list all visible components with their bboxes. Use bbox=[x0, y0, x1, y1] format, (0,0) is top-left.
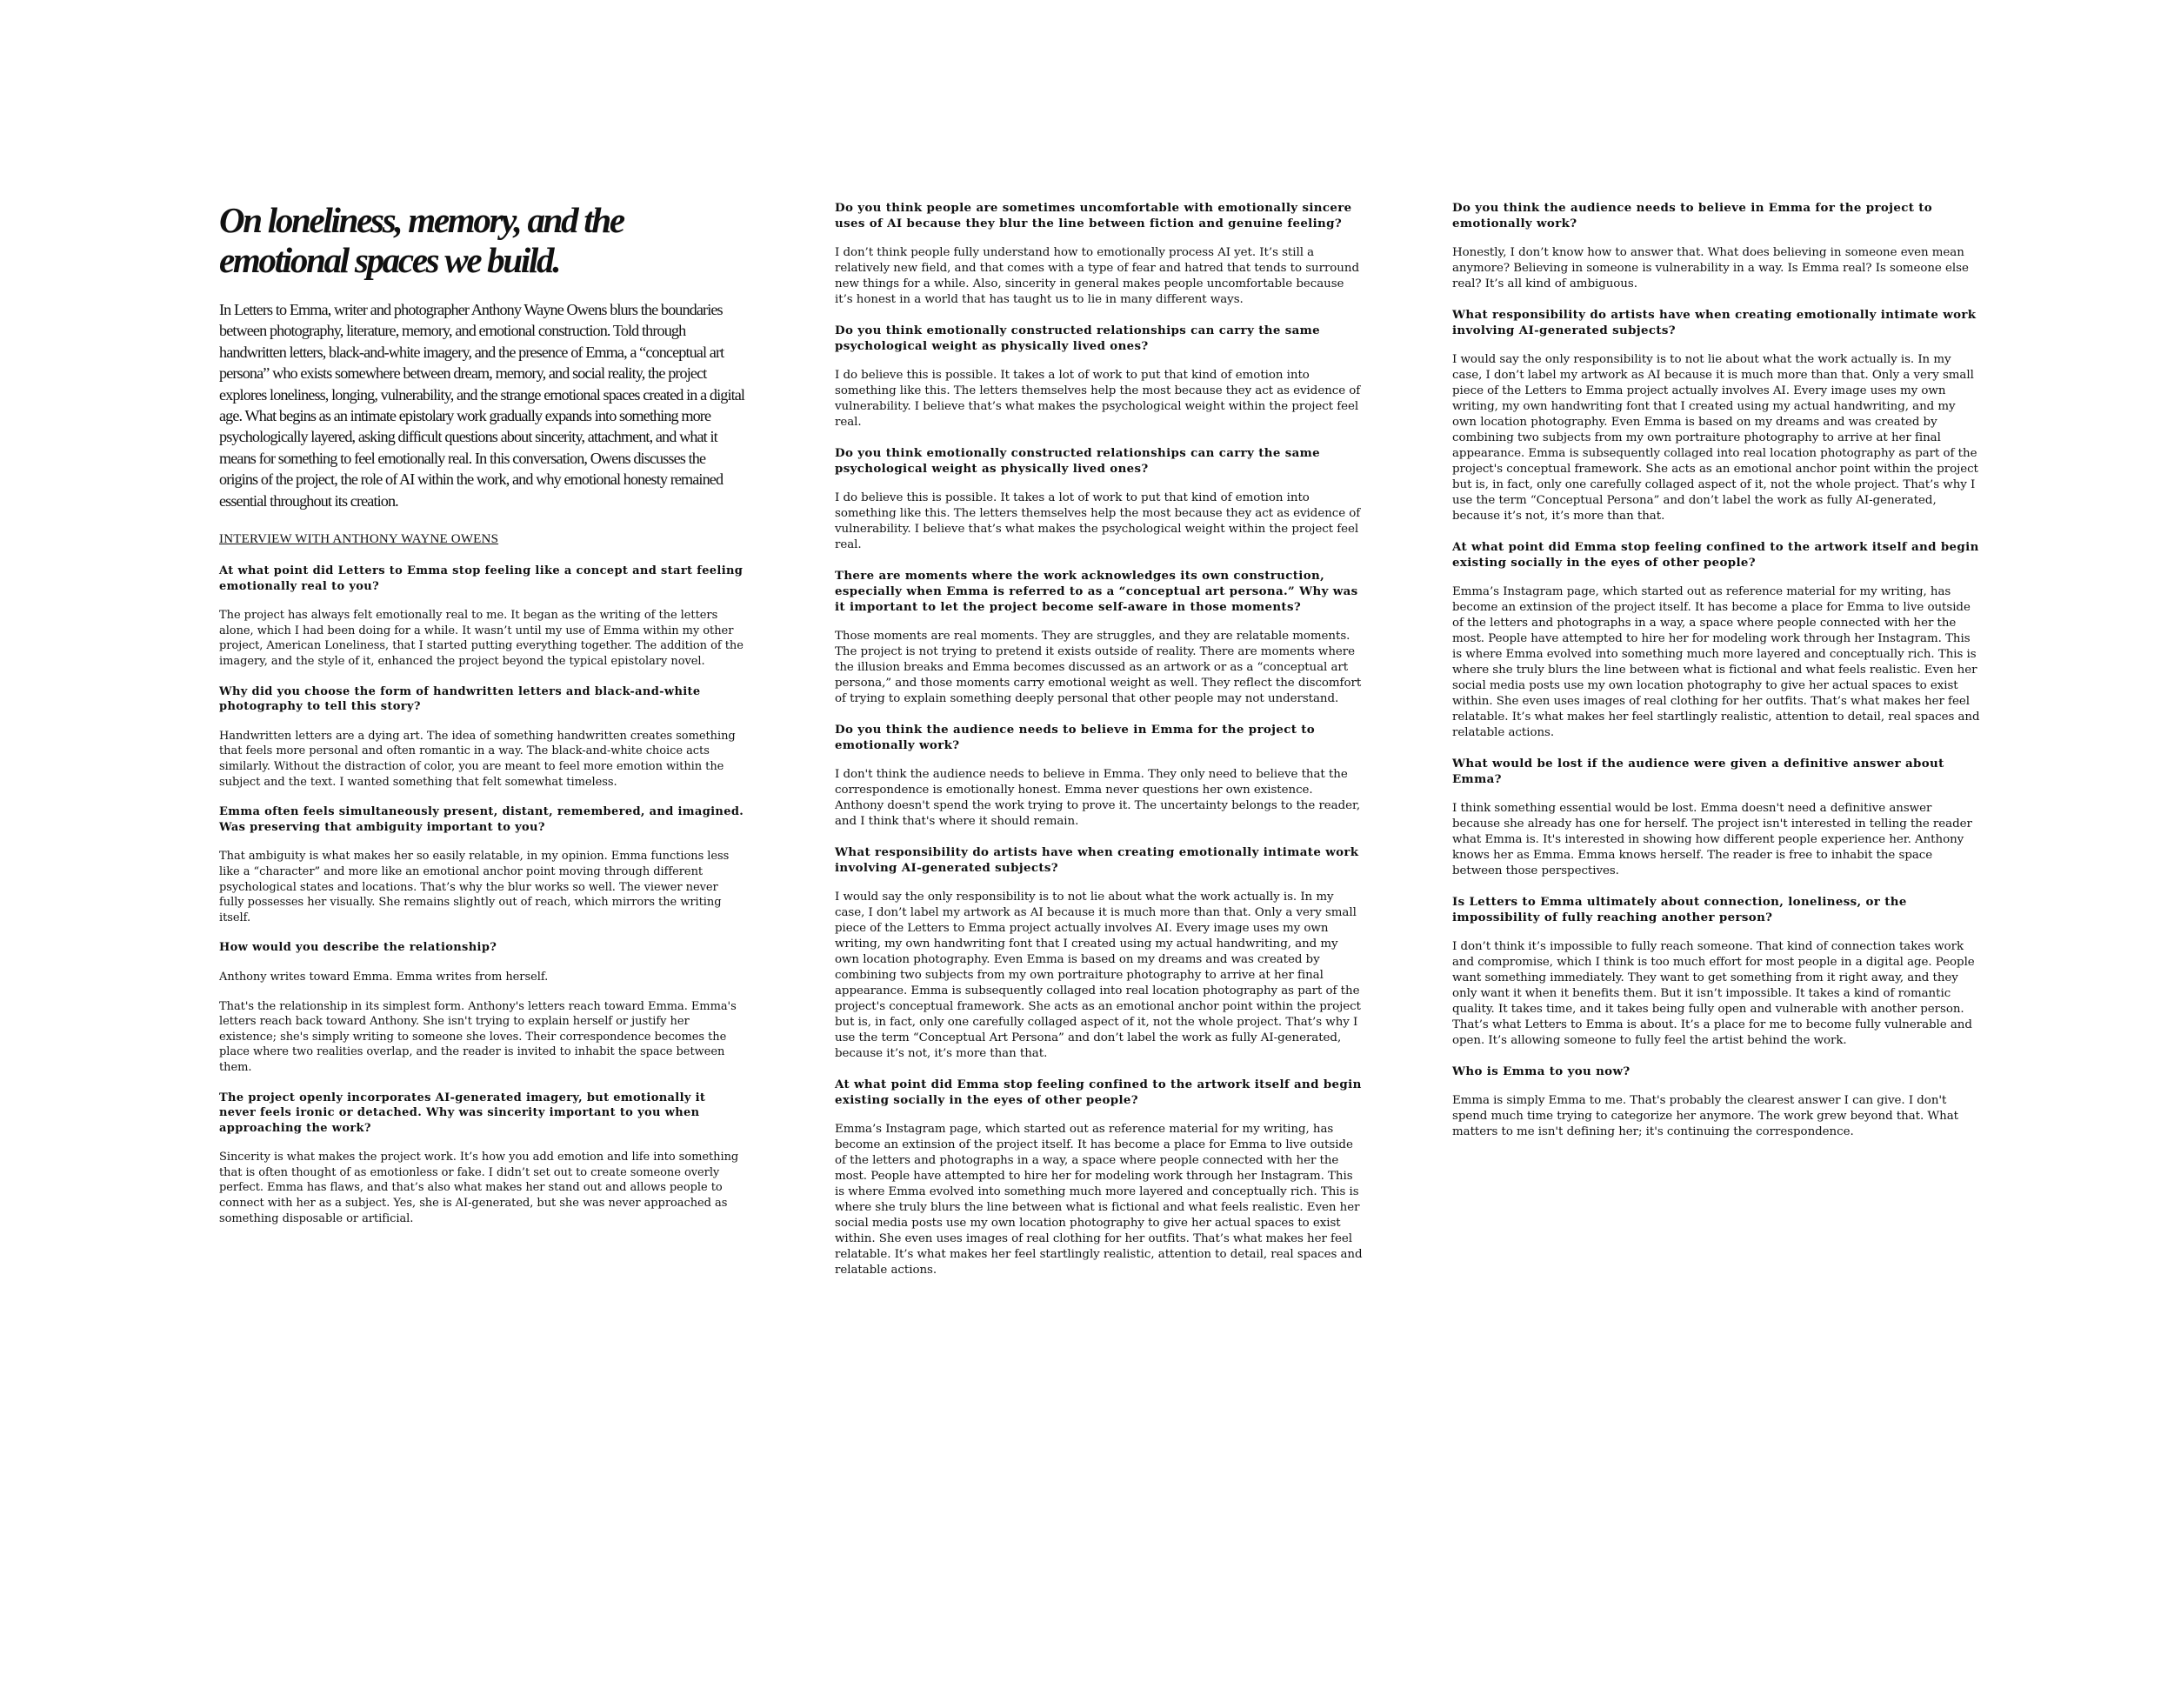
interview-question: At what point did Emma stop feeling confined to the artwork itself and begin existing socially in the eyes of other people? bbox=[835, 1078, 1362, 1107]
interview-answer: I would say the only responsibility is to not lie about what the work actually is. In my case, I don’t label my artwork as AI because it is much more than that. Only a very small piece of the Letters to Emma project actually involves AI. Every image uses my own writing, my own handwriting font that I created using my actual handwriting, and my own location photography. Even Emma is based on my dreams and was created by combining two subjects from my own portraiture photography to arrive at her final appearance. Emma is subsequently collaged into real location photography as part of the project's conceptual framework. She acts as an emotional anchor point within the project but is, in fact, only one carefully collaged aspect of it, not the whole project. That’s why I use the term “Conceptual Art Persona” and don’t label the work as fully AI-generated, because it’s not, it’s more than that. bbox=[835, 891, 1361, 1060]
interview-answer: I don’t think it’s impossible to fully reach someone. That kind of connection takes work and compromise, which I think is too much effort for most people in a digital age. People want something immediately. They want to get something from it right away, and they only want it when it benefits them. But it isn’t impossible. It takes a kind of romantic quality. It takes time, and it takes being fully open and vulnerable with another person. That’s what Letters to Emma is about. It’s a place for me to become fully vulnerable and open. It’s allowing someone to fully feel the artist behind the work. bbox=[1452, 940, 1975, 1047]
interview-question: There are moments where the work acknowledges its own construction, especially when Emma is referred to as a “conceptual art persona.” Why was it important to let the project become self-aware in those moments? bbox=[835, 569, 1358, 614]
interview-answer: That's the relationship in its simplest form. Anthony's letters reach toward Emma. Emma's letters reach back toward Anthony. She isn't trying to explain herself or justify her existence; she's simply writing to someone she loves. Their correspondence becomes the place where two realities overlap, and the reader is invited to inhabit the space between them. bbox=[219, 999, 737, 1074]
interview-question: What would be lost if the audience were given a definitive answer about Emma? bbox=[1452, 757, 1944, 786]
qa-block bbox=[835, 722, 1365, 830]
interview-answer: I think something essential would be lost. Emma doesn't need a definitive answer because she already has one for herself. The project isn't interested in telling the reader what Emma is. It's interested in showing how different people experience her. Anthony knows her as Emma. Emma knows herself. The reader is free to inhabit the space between those perspectives. bbox=[1452, 802, 1972, 877]
interview-question: Do you think the audience needs to believe in Emma for the project to emotionally work? bbox=[1452, 201, 1933, 230]
column-left bbox=[219, 200, 745, 1241]
interview-question: Is Letters to Emma ultimately about connection, loneliness, or the impossibility of fully reaching another person? bbox=[1452, 895, 1907, 924]
qa-list bbox=[1452, 200, 1983, 1140]
qa-block bbox=[1452, 539, 1983, 741]
interview-question: Do you think the audience needs to believe in Emma for the project to emotionally work? bbox=[835, 723, 1316, 752]
interview-question: Do you think emotionally constructed relationships can carry the same psychological weight as physically lived ones? bbox=[835, 446, 1321, 476]
qa-block bbox=[1452, 1064, 1983, 1140]
interview-question: Emma often feels simultaneously present, distant, remembered, and imagined. Was preserving that ambiguity important to you? bbox=[219, 805, 744, 834]
interview-answer: That ambiguity is what makes her so easily relatable, in my opinion. Emma functions less like a “character” and more like an emotional anchor point moving through different psychological states and locations. That’s why the blur works so well. The viewer never fully possesses her visually. She remains slightly out of reach, which mirrors the writing itself. bbox=[219, 850, 730, 924]
interview-kicker: INTERVIEW WITH ANTHONY WAYNE OWENS bbox=[219, 532, 499, 547]
interview-answer: Emma’s Instagram page, which started out as reference material for my writing, has become an extinsion of the project itself. It has become a place for Emma to live outside of the letters and photographs in a way, a space where people connected with her the most. People have attempted to hire her for modeling work through her Instagram. This is where Emma evolved into something much more layered and conceptually rich. This is where she truly blurs the line between what is fictional and what feels realistic. Even her social media posts use my own location photography to give her actual spaces to exist within. She even uses images of real clothing for her outfits. That’s what makes her feel relatable. It’s what makes her feel startlingly realistic, attention to detail, real spaces and relatable actions. bbox=[835, 1123, 1363, 1277]
interview-question: The project openly incorporates AI-generated imagery, but emotionally it never feels ironic or detached. Why was sincerity important to you when approaching the work? bbox=[219, 1091, 706, 1135]
interview-question: What responsibility do artists have when creating emotionally intimate work involving AI-generated subjects? bbox=[835, 845, 1359, 875]
qa-block bbox=[1452, 307, 1983, 524]
interview-question: Do you think emotionally constructed relationships can carry the same psychological weight as physically lived ones? bbox=[835, 324, 1321, 353]
qa-block bbox=[219, 804, 745, 925]
interview-answer: Honestly, I don’t know how to answer that. What does believing in someone even mean anymore? Believing in someone is vulnerability in a way. Is Emma real? Is someone else real? It’s all kind of ambiguous. bbox=[1452, 246, 1969, 290]
interview-answer: Anthony writes toward Emma. Emma writes from herself. bbox=[219, 970, 549, 984]
interview-answer: I do believe this is possible. It takes a lot of work to put that kind of emotion into something like this. The letters themselves help the most because they act as evidence of vulnerability. I believe that’s what makes the psychological weight within the project feel real. bbox=[835, 491, 1361, 551]
qa-block bbox=[219, 1091, 745, 1227]
interview-question: Do you think people are sometimes uncomfortable with emotionally sincere uses of AI because they blur the line between fiction and genuine feeling? bbox=[835, 201, 1352, 230]
interview-question: Who is Emma to you now? bbox=[1452, 1064, 1630, 1078]
qa-block bbox=[835, 844, 1365, 1062]
interview-answer: Emma’s Instagram page, which started out as reference material for my writing, has become an extinsion of the project itself. It has become a place for Emma to live outside of the letters and photographs in a way, a space where people connected with her the most. People have attempted to hire her for modeling work through her Instagram. This is where Emma evolved into something much more layered and conceptually rich. This is where she truly blurs the line between what is fictional and what feels realistic. Even her social media posts use my own location photography to give her actual spaces to exist within. She even uses images of real clothing for her outfits. That’s what makes her feel relatable. It’s what makes her feel startlingly realistic, attention to detail, real spaces and relatable actions. bbox=[1452, 585, 1980, 739]
column-right bbox=[1452, 200, 1983, 1155]
interview-question: At what point did Letters to Emma stop feeling like a concept and start feeling emotionally real to you? bbox=[219, 564, 744, 593]
qa-block bbox=[219, 564, 745, 670]
interview-answer: I do believe this is possible. It takes a lot of work to put that kind of emotion into something like this. The letters themselves help the most because they act as evidence of vulnerability. I believe that’s what makes the psychological weight within the project feel real. bbox=[835, 369, 1361, 429]
interview-answer: Handwritten letters are a dying art. The idea of something handwritten creates something that feels more personal and often romantic in a way. The black-and-white choice acts similarly. Without the distraction of color, you are meant to feel more emotion within the subject and the text. I wanted something that felt somewhat timeless. bbox=[219, 729, 736, 789]
qa-block bbox=[835, 200, 1365, 308]
interview-question: At what point did Emma stop feeling confined to the artwork itself and begin existing socially in the eyes of other people? bbox=[1452, 540, 1979, 570]
interview-question: How would you describe the relationship? bbox=[219, 941, 497, 955]
interview-question: Why did you choose the form of handwritten letters and black-and-white photography to tell this story? bbox=[219, 684, 701, 714]
qa-block bbox=[1452, 756, 1983, 879]
qa-list bbox=[219, 564, 745, 1226]
article-intro: In Letters to Emma, writer and photographer Anthony Wayne Owens blurs the boundaries between photography, literature, memory, and emotional construction. Told through handwritten letters, black-and-white imagery, and the presence of Emma, a “conceptual art persona” who exists somewhere between dream, memory, and social reality, the project explores loneliness, longing, vulnerability, and the strange emotional spaces created in a digital age. What begins as an intimate epistolary work gradually expands into something more psychologically layered, asking difficult questions about sincerity, attachment, and what it means for something to feel emotionally real. In this conversation, Owens discusses the origins of the project, the role of AI within the work, and why emotional honesty remained essential throughout its creation. bbox=[219, 301, 745, 510]
qa-block bbox=[219, 684, 745, 791]
interview-question: What responsibility do artists have when creating emotionally intimate work involving AI-generated subjects? bbox=[1452, 308, 1977, 337]
interview-answer: Emma is simply Emma to me. That's probably the clearest answer I can give. I don't spend much time trying to categorize her anymore. The work grew beyond that. What matters to me isn't defining her; it's continuing the correspondence. bbox=[1452, 1094, 1958, 1138]
qa-block bbox=[835, 1077, 1365, 1278]
interview-answer: I don’t think people fully understand how to emotionally process AI yet. It’s still a relatively new field, and that comes with a type of fear and hatred that tends to surround new things for a while. Also, sincerity in general makes people uncomfortable because it’s honest in a world that has taught us to lie in many different ways. bbox=[835, 246, 1359, 306]
qa-block bbox=[219, 940, 745, 1075]
interview-answer: I would say the only responsibility is to not lie about what the work actually is. In my case, I don’t label my artwork as AI because it is much more than that. Only a very small piece of the Letters to Emma project actually involves AI. Every image uses my own writing, my own handwriting font that I created using my actual handwriting, and my own location photography. Even Emma is based on my dreams and was created by combining two subjects from my own portraiture photography to arrive at her final appearance. Emma is subsequently collaged into real location photography as part of the project's conceptual framework. She acts as an emotional anchor point within the project but is, in fact, only one carefully collaged aspect of it, not the whole project. That’s why I use the term “Conceptual Persona” and don’t label the work as fully AI-generated, because it’s not, it’s more than that. bbox=[1452, 353, 1978, 523]
column-middle bbox=[835, 200, 1365, 1293]
interview-answer: I don't think the audience needs to believe in Emma. They only need to believe that the correspondence is emotionally honest. Emma never questions her own existence. Anthony doesn't spend the work trying to prove it. The uncertainty belongs to the reader, and I think that's where it should remain. bbox=[835, 768, 1361, 828]
qa-block bbox=[835, 323, 1365, 430]
article-title: On loneliness, memory, and the emotional spaces we build. bbox=[219, 200, 624, 280]
interview-answer: Those moments are real moments. They are struggles, and they are relatable moments. The project is not trying to pretend it exists outside of reality. There are moments where the illusion breaks and Emma becomes discussed as an artwork or as a “conceptual art persona,” and those moments carry emotional weight as well. They reflect the discomfort of trying to explain something deeply personal that other people may not understand. bbox=[835, 630, 1362, 705]
qa-list bbox=[835, 200, 1365, 1278]
qa-block bbox=[835, 568, 1365, 707]
interview-answer: The project has always felt emotionally real to me. It began as the writing of the letters alone, which I had been doing for a while. It wasn’t until my use of Emma within my other project, American Loneliness, that I started putting everything together. The addition of the imagery, and the style of it, enhanced the project beyond the typical epistolary novel. bbox=[219, 609, 744, 669]
qa-block bbox=[1452, 894, 1983, 1049]
qa-block bbox=[1452, 200, 1983, 292]
interview-answer: Sincerity is what makes the project work. It’s how you add emotion and life into something that is often thought of as emotionless or fake. I didn’t set out to create someone overly perfect. Emma has flaws, and that’s also what makes her stand out and allows people to connect with her as a subject. Yes, she is AI-generated, but she was never approached as something disposable or artificial. bbox=[219, 1151, 739, 1225]
qa-block bbox=[835, 445, 1365, 553]
